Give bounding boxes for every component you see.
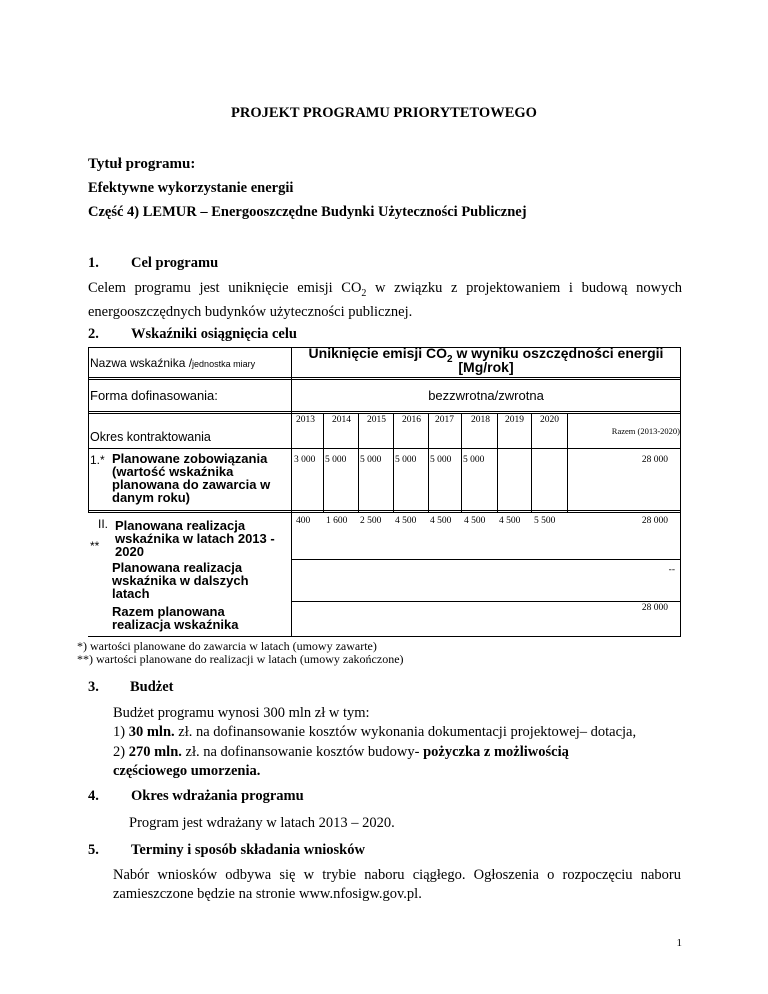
section-4-text: Program jest wdrażany w latach 2013 – 2020. xyxy=(129,815,395,831)
row1-value: 5 000 xyxy=(463,455,485,465)
row2-value: 1 600 xyxy=(326,516,348,526)
budget-item-1: 1) 30 mln. zł. na dofinansowanie kosztów wykonania dokumentacji projektowej– dotacja, xyxy=(113,724,637,740)
row4-label: Razem planowana realizacja wskaźnika xyxy=(112,604,239,632)
indicators-table xyxy=(88,347,681,637)
total-header: Razem (2013-2020) xyxy=(611,426,680,436)
row2-label: Planowana realizacja wskaźnika w latach 2013 - 2020 xyxy=(115,518,275,559)
row2-marker: II. xyxy=(98,517,109,531)
year-header: 2019 xyxy=(505,415,524,425)
indicator-name-label: Nazwa wskaźnika /jednostka miary xyxy=(90,356,256,370)
row2-marker: ** xyxy=(90,539,100,553)
row1-value: 5 000 xyxy=(360,455,382,465)
row1-value: 3 000 xyxy=(294,455,316,465)
row1-value: 5 000 xyxy=(430,455,452,465)
section-1-text: Celem programu jest uniknięcie emisji $CO_2$ w związku z projektowaniem i budową nowych energooszczędnych budynków użyteczności publicznej. xyxy=(88,280,683,320)
row1-value: 5 000 xyxy=(395,455,417,465)
year-header: 2013 xyxy=(296,415,315,425)
section-2-heading: Wskaźniki osiągnięcia celu xyxy=(131,326,297,342)
footnote-2: **) wartości planowane do realizacji w latach (umowy zakończone) xyxy=(77,652,404,666)
program-name: Efektywne wykorzystanie energii xyxy=(88,180,294,196)
section-3-heading: Budżet xyxy=(130,679,174,695)
row2-total: 28 000 xyxy=(641,516,668,526)
row1-total: 28 000 xyxy=(641,455,668,465)
row1-value: 5 000 xyxy=(325,455,347,465)
row2-value: 2 500 xyxy=(360,516,382,526)
row2-value: 4 500 xyxy=(430,516,452,526)
row1-label: Planowane zobowiązania (wartość wskaźnika planowana do zawarcia w danym roku) xyxy=(112,451,271,505)
program-part: Część 4) LEMUR – Energooszczędne Budynki Użyteczności Publicznej xyxy=(88,204,527,220)
year-header: 2020 xyxy=(540,415,559,425)
section-1-number: 1. xyxy=(88,255,99,271)
section-1-heading: Cel programu xyxy=(131,255,219,271)
row2-value: 4 500 xyxy=(395,516,417,526)
indicator-title: Uniknięcie emisji $CO_2$ w wyniku oszczędności energii xyxy=(308,345,664,365)
year-header: 2018 xyxy=(471,415,490,425)
year-header: 2016 xyxy=(402,415,421,425)
row4-total: 28 000 xyxy=(641,603,668,613)
row3-total: -- xyxy=(668,565,675,575)
row2-value: 400 xyxy=(296,516,311,526)
section-4-number: 4. xyxy=(88,788,99,804)
year-header: 2014 xyxy=(332,415,351,425)
section-5-number: 5. xyxy=(88,842,99,858)
row1-marker: 1.* xyxy=(90,453,105,467)
footnote-1: *) wartości planowane do zawarcia w latach (umowy zawarte) xyxy=(77,639,377,653)
row2-value: 4 500 xyxy=(499,516,521,526)
form-label: Forma dofinasowania: xyxy=(90,388,218,403)
row3-label: Planowana realizacja wskaźnika w dalszych latach xyxy=(112,560,249,601)
form-value: bezzwrotna/zwrotna xyxy=(428,388,544,403)
year-header: 2017 xyxy=(435,415,454,425)
section-2-number: 2. xyxy=(88,326,99,342)
indicator-unit: [Mg/rok] xyxy=(458,359,514,375)
page-number: 1 xyxy=(676,937,682,949)
row2-value: 4 500 xyxy=(464,516,486,526)
budget-item-2: 2) 270 mln. zł. na dofinansowanie kosztów budowy- pożyczka z możliwością częściowego umorzenia. xyxy=(113,744,569,779)
document-title: PROJEKT PROGRAMU PRIORYTETOWEGO xyxy=(231,105,537,121)
year-header: 2015 xyxy=(367,415,386,425)
section-4-heading: Okres wdrażania programu xyxy=(131,788,304,804)
section-5-heading: Terminy i sposób składania wniosków xyxy=(131,842,365,858)
program-title-label: Tytuł programu: xyxy=(88,156,196,172)
budget-intro: Budżet programu wynosi 300 mln zł w tym: xyxy=(113,705,370,721)
period-label: Okres kontraktowania xyxy=(90,430,211,444)
section-3-number: 3. xyxy=(88,679,99,695)
row2-value: 5 500 xyxy=(534,516,556,526)
section-5-text: Nabór wniosków odbywa się w trybie naboru ciągłego. Ogłoszenia o rozpoczęciu naboru zamieszczone będzie na stronie www.nfosigw.gov.pl. xyxy=(113,867,681,902)
